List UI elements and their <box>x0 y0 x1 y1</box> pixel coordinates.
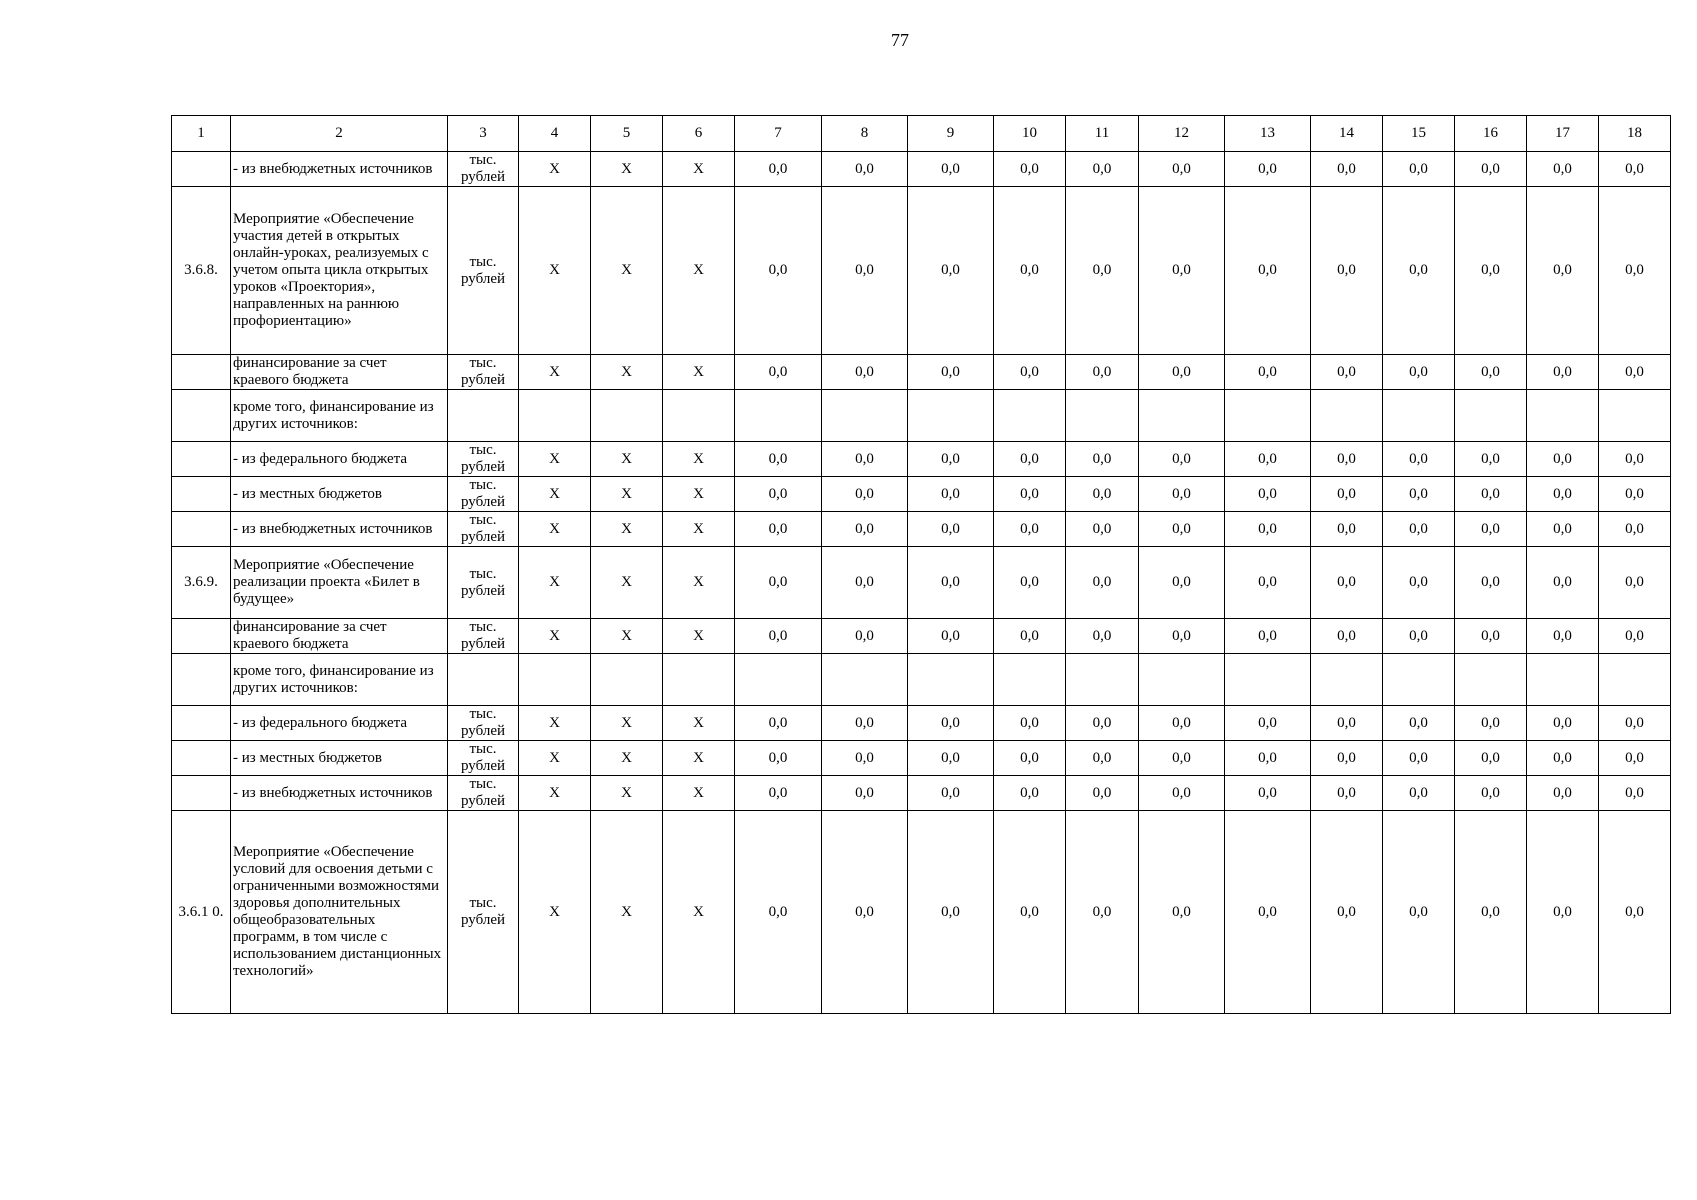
value-cell: 0,0 <box>1599 547 1671 619</box>
value-cell: 0,0 <box>1311 512 1383 547</box>
value-cell: 0,0 <box>1225 442 1311 477</box>
row-number-cell <box>172 477 231 512</box>
value-cell: X <box>663 355 735 390</box>
column-header: 14 <box>1311 116 1383 152</box>
value-cell: 0,0 <box>1311 547 1383 619</box>
value-cell: 0,0 <box>908 619 994 654</box>
table-row <box>172 152 1671 187</box>
value-cell: 0,0 <box>735 706 822 741</box>
value-cell: 0,0 <box>1311 619 1383 654</box>
value-cell: X <box>591 741 663 776</box>
value-cell <box>735 390 822 442</box>
value-cell: 0,0 <box>1527 477 1599 512</box>
value-cell: X <box>519 442 591 477</box>
value-cell: X <box>591 477 663 512</box>
row-number-cell <box>172 776 231 811</box>
value-cell <box>591 654 663 706</box>
row-unit-cell: тыс. рублей <box>448 619 519 654</box>
value-cell: 0,0 <box>822 442 908 477</box>
value-cell: 0,0 <box>822 741 908 776</box>
value-cell <box>1311 390 1383 442</box>
value-cell: 0,0 <box>1139 512 1225 547</box>
value-cell: X <box>663 706 735 741</box>
value-cell: 0,0 <box>1383 547 1455 619</box>
row-description-cell: Мероприятие «Обеспечение условий для освоения детьми с ограниченными возможностями здоровья дополнительных общеобразовательных программ, в том числе с использованием дистанционных технологий» <box>231 811 448 1014</box>
row-description-cell: - из местных бюджетов <box>231 741 448 776</box>
value-cell: 0,0 <box>1311 741 1383 776</box>
value-cell: 0,0 <box>1225 619 1311 654</box>
value-cell: X <box>519 187 591 355</box>
value-cell: 0,0 <box>1527 442 1599 477</box>
value-cell: 0,0 <box>1527 811 1599 1014</box>
value-cell <box>1455 390 1527 442</box>
value-cell: 0,0 <box>1225 811 1311 1014</box>
column-header: 5 <box>591 116 663 152</box>
row-description-cell: финансирование за счет краевого бюджета <box>231 619 448 654</box>
value-cell: X <box>663 187 735 355</box>
value-cell: X <box>663 152 735 187</box>
row-number-cell <box>172 390 231 442</box>
value-cell: 0,0 <box>822 477 908 512</box>
row-number-cell <box>172 619 231 654</box>
value-cell: 0,0 <box>1066 547 1139 619</box>
column-header: 18 <box>1599 116 1671 152</box>
value-cell <box>1599 654 1671 706</box>
value-cell: 0,0 <box>994 706 1066 741</box>
value-cell: 0,0 <box>1527 741 1599 776</box>
value-cell: 0,0 <box>1311 355 1383 390</box>
value-cell: X <box>591 512 663 547</box>
row-description-cell: - из внебюджетных источников <box>231 776 448 811</box>
value-cell: 0,0 <box>1066 512 1139 547</box>
value-cell: 0,0 <box>1139 355 1225 390</box>
value-cell: X <box>663 512 735 547</box>
value-cell: 0,0 <box>735 442 822 477</box>
value-cell <box>663 390 735 442</box>
value-cell: 0,0 <box>1599 776 1671 811</box>
value-cell: X <box>591 776 663 811</box>
value-cell: 0,0 <box>1527 355 1599 390</box>
page-number: 77 <box>891 30 909 50</box>
value-cell: 0,0 <box>1599 706 1671 741</box>
row-description-cell: Мероприятие «Обеспечение участия детей в открытых онлайн-уроках, реализуемых с учетом опыта цикла открытых уроков «Проектория», направленных на раннюю профориентацию» <box>231 187 448 355</box>
row-number-cell <box>172 442 231 477</box>
value-cell: 0,0 <box>1455 442 1527 477</box>
value-cell: 0,0 <box>1383 706 1455 741</box>
row-number-cell <box>172 355 231 390</box>
row-description-cell: - из федерального бюджета <box>231 706 448 741</box>
value-cell: 0,0 <box>1455 776 1527 811</box>
row-number-cell: 3.6.1 0. <box>172 811 231 1014</box>
value-cell: 0,0 <box>1455 741 1527 776</box>
row-unit-cell: тыс. рублей <box>448 442 519 477</box>
value-cell <box>1225 654 1311 706</box>
value-cell: 0,0 <box>735 776 822 811</box>
row-number-cell <box>172 654 231 706</box>
value-cell: X <box>591 152 663 187</box>
table-row <box>172 477 1671 512</box>
value-cell: 0,0 <box>822 547 908 619</box>
row-number-cell: 3.6.9. <box>172 547 231 619</box>
value-cell: X <box>519 152 591 187</box>
value-cell: X <box>663 741 735 776</box>
value-cell: 0,0 <box>735 187 822 355</box>
value-cell: 0,0 <box>1383 811 1455 1014</box>
row-unit-cell: тыс. рублей <box>448 477 519 512</box>
value-cell: 0,0 <box>1311 706 1383 741</box>
value-cell <box>908 390 994 442</box>
value-cell: 0,0 <box>1225 355 1311 390</box>
column-header: 3 <box>448 116 519 152</box>
value-cell: 0,0 <box>1599 477 1671 512</box>
value-cell: 0,0 <box>822 512 908 547</box>
value-cell: 0,0 <box>1066 776 1139 811</box>
value-cell: 0,0 <box>908 706 994 741</box>
value-cell: 0,0 <box>1225 152 1311 187</box>
value-cell: X <box>591 811 663 1014</box>
value-cell: 0,0 <box>735 741 822 776</box>
row-unit-cell: тыс. рублей <box>448 547 519 619</box>
value-cell: 0,0 <box>1225 187 1311 355</box>
value-cell: 0,0 <box>735 547 822 619</box>
value-cell: 0,0 <box>822 706 908 741</box>
value-cell: 0,0 <box>1455 512 1527 547</box>
value-cell <box>994 654 1066 706</box>
value-cell: 0,0 <box>908 355 994 390</box>
value-cell <box>1455 654 1527 706</box>
value-cell: 0,0 <box>1599 355 1671 390</box>
value-cell <box>822 390 908 442</box>
value-cell: 0,0 <box>1383 442 1455 477</box>
value-cell: X <box>591 619 663 654</box>
value-cell: 0,0 <box>1383 619 1455 654</box>
row-description-cell: - из федерального бюджета <box>231 442 448 477</box>
value-cell: 0,0 <box>822 619 908 654</box>
row-number-cell <box>172 512 231 547</box>
value-cell: 0,0 <box>1066 442 1139 477</box>
row-unit-cell: тыс. рублей <box>448 776 519 811</box>
value-cell: 0,0 <box>1455 619 1527 654</box>
value-cell: 0,0 <box>1455 152 1527 187</box>
row-description-cell: - из внебюджетных источников <box>231 152 448 187</box>
value-cell: 0,0 <box>908 477 994 512</box>
value-cell: 0,0 <box>1066 741 1139 776</box>
value-cell: 0,0 <box>1139 477 1225 512</box>
value-cell: 0,0 <box>908 442 994 477</box>
column-header: 17 <box>1527 116 1599 152</box>
value-cell: 0,0 <box>1311 477 1383 512</box>
header-row <box>172 116 1671 152</box>
value-cell: X <box>591 355 663 390</box>
value-cell: 0,0 <box>1225 776 1311 811</box>
value-cell: 0,0 <box>1225 741 1311 776</box>
row-description-cell: финансирование за счет краевого бюджета <box>231 355 448 390</box>
value-cell: X <box>519 706 591 741</box>
column-header: 10 <box>994 116 1066 152</box>
value-cell: 0,0 <box>994 187 1066 355</box>
column-header: 1 <box>172 116 231 152</box>
table-row <box>172 811 1671 1014</box>
row-unit-cell: тыс. рублей <box>448 355 519 390</box>
column-header: 2 <box>231 116 448 152</box>
value-cell <box>908 654 994 706</box>
value-cell <box>1311 654 1383 706</box>
value-cell: 0,0 <box>1383 776 1455 811</box>
row-unit-cell: тыс. рублей <box>448 512 519 547</box>
row-unit-cell: тыс. рублей <box>448 741 519 776</box>
value-cell: 0,0 <box>908 512 994 547</box>
value-cell: 0,0 <box>1599 741 1671 776</box>
value-cell: 0,0 <box>1383 152 1455 187</box>
row-number-cell <box>172 706 231 741</box>
value-cell: 0,0 <box>1225 477 1311 512</box>
value-cell: X <box>519 477 591 512</box>
value-cell: 0,0 <box>1455 706 1527 741</box>
value-cell: 0,0 <box>735 619 822 654</box>
value-cell: 0,0 <box>1383 355 1455 390</box>
value-cell: 0,0 <box>822 152 908 187</box>
value-cell <box>1225 390 1311 442</box>
value-cell: 0,0 <box>1599 442 1671 477</box>
row-unit-cell: тыс. рублей <box>448 706 519 741</box>
value-cell: 0,0 <box>1139 776 1225 811</box>
value-cell: 0,0 <box>1311 442 1383 477</box>
value-cell: X <box>663 442 735 477</box>
value-cell <box>519 390 591 442</box>
table-row <box>172 706 1671 741</box>
value-cell: 0,0 <box>822 776 908 811</box>
table-row <box>172 442 1671 477</box>
value-cell <box>591 390 663 442</box>
value-cell: X <box>591 706 663 741</box>
value-cell: X <box>663 477 735 512</box>
value-cell: 0,0 <box>1455 547 1527 619</box>
value-cell: 0,0 <box>994 741 1066 776</box>
column-header: 7 <box>735 116 822 152</box>
value-cell: 0,0 <box>822 187 908 355</box>
value-cell: 0,0 <box>994 547 1066 619</box>
table-row <box>172 187 1671 355</box>
value-cell: 0,0 <box>1311 152 1383 187</box>
value-cell <box>1527 390 1599 442</box>
table-row <box>172 776 1671 811</box>
value-cell: 0,0 <box>1139 187 1225 355</box>
value-cell <box>663 654 735 706</box>
value-cell: 0,0 <box>1455 355 1527 390</box>
value-cell <box>1599 390 1671 442</box>
value-cell: X <box>663 547 735 619</box>
value-cell: 0,0 <box>1139 741 1225 776</box>
column-header: 9 <box>908 116 994 152</box>
value-cell: 0,0 <box>735 512 822 547</box>
value-cell: X <box>591 187 663 355</box>
value-cell: 0,0 <box>908 741 994 776</box>
value-cell: 0,0 <box>1455 811 1527 1014</box>
value-cell: 0,0 <box>1599 152 1671 187</box>
table-row <box>172 741 1671 776</box>
value-cell: 0,0 <box>1311 811 1383 1014</box>
value-cell <box>994 390 1066 442</box>
value-cell <box>1383 654 1455 706</box>
column-header: 6 <box>663 116 735 152</box>
value-cell: 0,0 <box>908 776 994 811</box>
value-cell: 0,0 <box>1599 619 1671 654</box>
value-cell: 0,0 <box>1066 355 1139 390</box>
row-number-cell <box>172 152 231 187</box>
value-cell: 0,0 <box>908 811 994 1014</box>
value-cell <box>519 654 591 706</box>
value-cell: 0,0 <box>1139 442 1225 477</box>
row-description-cell: Мероприятие «Обеспечение реализации проекта «Билет в будущее» <box>231 547 448 619</box>
value-cell: 0,0 <box>1066 477 1139 512</box>
budget-table <box>171 115 1671 1014</box>
value-cell: X <box>591 442 663 477</box>
value-cell: X <box>519 512 591 547</box>
table-row <box>172 390 1671 442</box>
value-cell: 0,0 <box>1383 512 1455 547</box>
row-description-cell: кроме того, финансирование из других источников: <box>231 654 448 706</box>
column-header: 15 <box>1383 116 1455 152</box>
value-cell: X <box>519 776 591 811</box>
value-cell: X <box>663 619 735 654</box>
value-cell: 0,0 <box>1225 547 1311 619</box>
row-unit-cell <box>448 654 519 706</box>
value-cell <box>735 654 822 706</box>
value-cell: 0,0 <box>1066 811 1139 1014</box>
value-cell <box>1139 654 1225 706</box>
value-cell: 0,0 <box>822 811 908 1014</box>
value-cell: 0,0 <box>1225 512 1311 547</box>
value-cell: 0,0 <box>1066 706 1139 741</box>
value-cell: 0,0 <box>994 477 1066 512</box>
value-cell: 0,0 <box>735 477 822 512</box>
row-number-cell: 3.6.8. <box>172 187 231 355</box>
value-cell: X <box>663 811 735 1014</box>
value-cell: 0,0 <box>1527 187 1599 355</box>
value-cell: X <box>591 547 663 619</box>
table-body <box>172 152 1671 1014</box>
value-cell: 0,0 <box>1527 152 1599 187</box>
column-header: 12 <box>1139 116 1225 152</box>
table-row <box>172 619 1671 654</box>
column-header: 13 <box>1225 116 1311 152</box>
value-cell: 0,0 <box>1599 811 1671 1014</box>
value-cell: 0,0 <box>1527 706 1599 741</box>
value-cell: 0,0 <box>994 442 1066 477</box>
value-cell: 0,0 <box>1527 547 1599 619</box>
value-cell: 0,0 <box>1139 811 1225 1014</box>
row-unit-cell: тыс. рублей <box>448 152 519 187</box>
value-cell: 0,0 <box>1311 776 1383 811</box>
column-header: 16 <box>1455 116 1527 152</box>
value-cell: 0,0 <box>735 152 822 187</box>
value-cell: 0,0 <box>908 152 994 187</box>
value-cell: X <box>519 619 591 654</box>
value-cell: 0,0 <box>1139 706 1225 741</box>
row-description-cell: кроме того, финансирование из других источников: <box>231 390 448 442</box>
value-cell: 0,0 <box>1527 512 1599 547</box>
value-cell: 0,0 <box>1066 619 1139 654</box>
value-cell: 0,0 <box>1527 776 1599 811</box>
value-cell: 0,0 <box>994 152 1066 187</box>
value-cell: 0,0 <box>1383 187 1455 355</box>
value-cell: 0,0 <box>994 512 1066 547</box>
value-cell: 0,0 <box>994 619 1066 654</box>
value-cell: 0,0 <box>1455 477 1527 512</box>
value-cell <box>822 654 908 706</box>
value-cell: 0,0 <box>908 547 994 619</box>
table-row <box>172 547 1671 619</box>
row-number-cell <box>172 741 231 776</box>
column-header: 8 <box>822 116 908 152</box>
value-cell: 0,0 <box>1066 187 1139 355</box>
value-cell: 0,0 <box>994 776 1066 811</box>
row-description-cell: - из местных бюджетов <box>231 477 448 512</box>
row-unit-cell: тыс. рублей <box>448 187 519 355</box>
value-cell <box>1139 390 1225 442</box>
value-cell: X <box>519 741 591 776</box>
value-cell: 0,0 <box>1455 187 1527 355</box>
value-cell: 0,0 <box>994 355 1066 390</box>
table-row <box>172 512 1671 547</box>
value-cell <box>1066 654 1139 706</box>
value-cell: X <box>519 811 591 1014</box>
value-cell: 0,0 <box>822 355 908 390</box>
value-cell: 0,0 <box>735 811 822 1014</box>
value-cell: 0,0 <box>735 355 822 390</box>
value-cell: 0,0 <box>1383 477 1455 512</box>
value-cell: 0,0 <box>1311 187 1383 355</box>
value-cell: 0,0 <box>1139 619 1225 654</box>
row-unit-cell: тыс. рублей <box>448 811 519 1014</box>
column-header: 4 <box>519 116 591 152</box>
value-cell: 0,0 <box>1066 152 1139 187</box>
value-cell <box>1383 390 1455 442</box>
value-cell: 0,0 <box>1527 619 1599 654</box>
value-cell: X <box>519 355 591 390</box>
value-cell: 0,0 <box>1383 741 1455 776</box>
column-header: 11 <box>1066 116 1139 152</box>
value-cell: 0,0 <box>908 187 994 355</box>
value-cell: 0,0 <box>1139 547 1225 619</box>
value-cell <box>1527 654 1599 706</box>
value-cell: 0,0 <box>1139 152 1225 187</box>
table-header <box>172 116 1671 152</box>
value-cell: 0,0 <box>1599 187 1671 355</box>
value-cell: 0,0 <box>1599 512 1671 547</box>
value-cell: 0,0 <box>994 811 1066 1014</box>
value-cell: X <box>663 776 735 811</box>
value-cell: X <box>519 547 591 619</box>
table-row <box>172 654 1671 706</box>
value-cell: 0,0 <box>1225 706 1311 741</box>
value-cell <box>1066 390 1139 442</box>
table-row <box>172 355 1671 390</box>
row-unit-cell <box>448 390 519 442</box>
row-description-cell: - из внебюджетных источников <box>231 512 448 547</box>
